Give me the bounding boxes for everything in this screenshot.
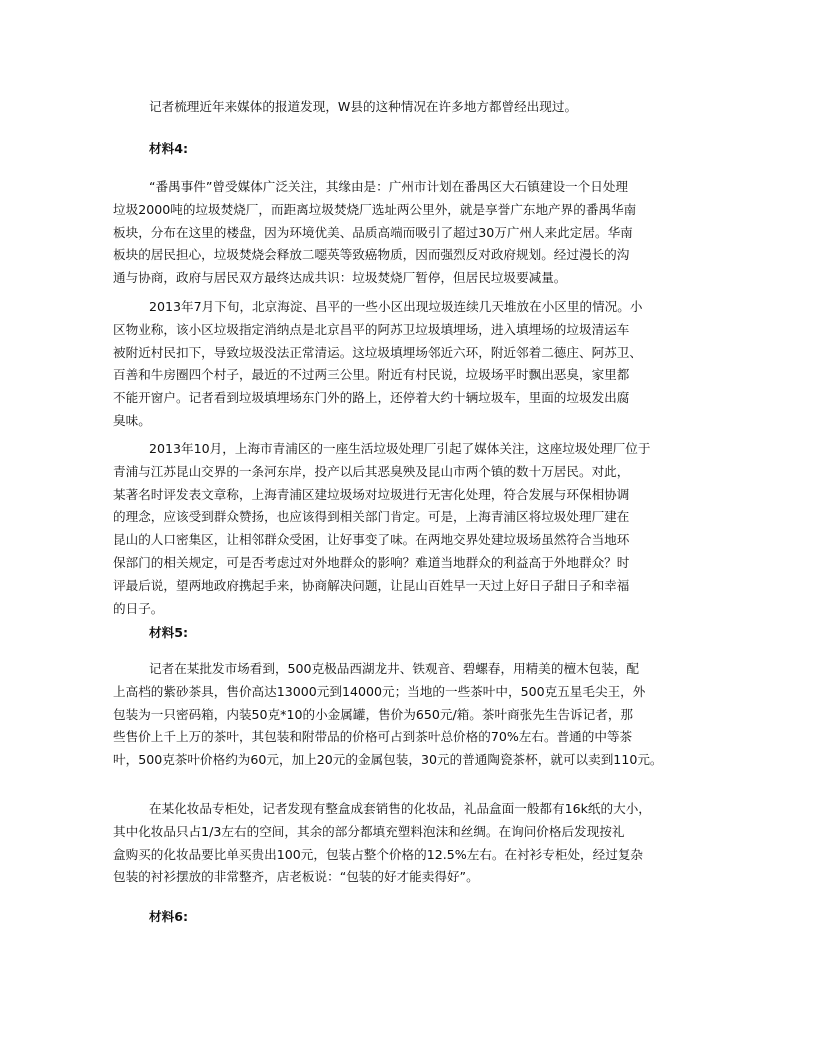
- paragraph-line: 包装为一只密码箱，内装50克*10的小金属罐，售价为650元/箱。茶叶商张先生告诉记者，那: [113, 706, 634, 722]
- material-6-heading: 材料6:: [149, 909, 188, 924]
- paragraph-line: 板块，分布在这里的楼盘，因为环境优美、品质高端而吸引了超过30万广州人来此定居。华南: [113, 224, 633, 240]
- paragraph-line: “番禺事件”曾受媒体广泛关注，其缘由是：广州市计划在番禺区大石镇建设一个日处理: [149, 179, 629, 194]
- paragraph-line: 上高档的紫砂茶具，售价高达13000元到14000元；当地的一些茶叶中，500克五星毛尖王，外: [113, 683, 646, 699]
- paragraph-line: 的理念，应该受到群众赞扬，也应该得到相关部门肯定。可是，上海青浦区将垃圾处理厂建在: [113, 509, 630, 525]
- paragraph-line: 区物业称，该小区垃圾指定消纳点是北京昌平的阿苏卫垃圾填埋场，进入填埋场的垃圾清运车: [113, 321, 630, 337]
- paragraph-line: 在某化妆品专柜处，记者发现有整盒成套销售的化妆品，礼品盒面一般都有16k纸的大小，: [149, 801, 651, 816]
- paragraph-line: 2013年7月下旬，北京海淀、昌平的一些小区出现垃圾连续几天堆放在小区里的情况。小: [149, 299, 643, 314]
- intro-paragraph: 记者梳理近年来媒体的报道发现，W县的这种情况在许多地方都曾经出现过。: [149, 99, 578, 114]
- paragraph-line: 些售价上千上万的茶叶，其包装和附带品的价格可占到茶叶总价格的70%左右。普通的中等茶: [113, 729, 633, 745]
- paragraph-line: 保部门的相关规定，可是否考虑过对外地群众的影响？难道当地群众的利益高于外地群众？时: [113, 554, 630, 570]
- paragraph-line: 臭味。: [113, 412, 151, 428]
- paragraph-line: 包装的衬衫摆放的非常整齐，店老板说：“包装的好才能卖得好”。: [113, 869, 479, 885]
- paragraph-line: 不能开窗户。记者看到垃圾填埋场东门外的路上，还停着大约十辆垃圾车，里面的垃圾发出腐: [113, 390, 630, 406]
- paragraph-line: 记者在某批发市场看到，500克极品西湖龙井、铁观音、碧螺春，用精美的檀木包装，配: [149, 661, 640, 676]
- paragraph-line: 青浦与江苏昆山交界的一条河东岸，投产以后其恶臭殃及昆山市两个镇的数十万居民。对此，: [113, 463, 630, 479]
- material-5-heading: 材料5:: [149, 625, 188, 640]
- paragraph-line: 其中化妆品只占1/3左右的空间，其余的部分都填充塑料泡沫和丝绸。在询问价格后发现按礼: [113, 823, 625, 839]
- material-4-heading: 材料4:: [149, 141, 188, 156]
- paragraph-line: 评最后说，望两地政府携起手来，协商解决问题，让昆山百姓早一天过上好日子甜日子和幸福: [113, 577, 630, 593]
- material-4-paragraph-3: [113, 438, 705, 620]
- material-5-paragraph-1: [113, 658, 705, 772]
- paragraph-line: 通与协商，政府与居民双方最终达成共识：垃圾焚烧厂暂停，但居民垃圾要减量。: [113, 270, 567, 286]
- paragraph-line: 昆山的人口密集区，让相邻群众受困，让好事变了味。在两地交界处建垃圾场虽然符合当地环: [113, 532, 630, 548]
- paragraph-line: 被附近村民扣下，导致垃圾没法正常清运。这垃圾填埋场邻近六环，附近邻着二德庄、阿苏卫、: [113, 344, 642, 360]
- paragraph-line: 盒购买的化妆品要比单买贵出100元，包装占整个价格的12.5%左右。在衬衫专柜处，经过复杂: [113, 846, 644, 862]
- paragraph-line: 垃圾2000吨的垃圾焚烧厂，而距离垃圾焚烧厂选址两公里外，就是享誉广东地产界的番禺华南: [113, 201, 637, 217]
- paragraph-line: 某著名时评发表文章称，上海青浦区建垃圾场对垃圾进行无害化处理，符合发展与环保相协调: [113, 486, 630, 502]
- material-4-paragraph-1: [113, 176, 705, 290]
- material-5-paragraph-2: [113, 798, 705, 889]
- material-4-paragraph-2: [113, 296, 705, 433]
- paragraph-line: 叶，500克茶叶价格约为60元，加上20元的金属包装，30元的普通陶瓷茶杯，就可以卖到110元。: [113, 752, 663, 768]
- paragraph-line: 百善和牛房圈四个村子，最近的不过两三公里。附近有村民说，垃圾场平时飘出恶臭，家里都: [113, 367, 630, 383]
- paragraph-line: 2013年10月，上海市青浦区的一座生活垃圾处理厂引起了媒体关注，这座垃圾处理厂位于: [149, 441, 651, 456]
- paragraph-line: 板块的居民担心，垃圾焚烧会释放二噁英等致癌物质，因而强烈反对政府规划。经过漫长的沟: [113, 247, 630, 263]
- paragraph-line: 的日子。: [113, 600, 164, 616]
